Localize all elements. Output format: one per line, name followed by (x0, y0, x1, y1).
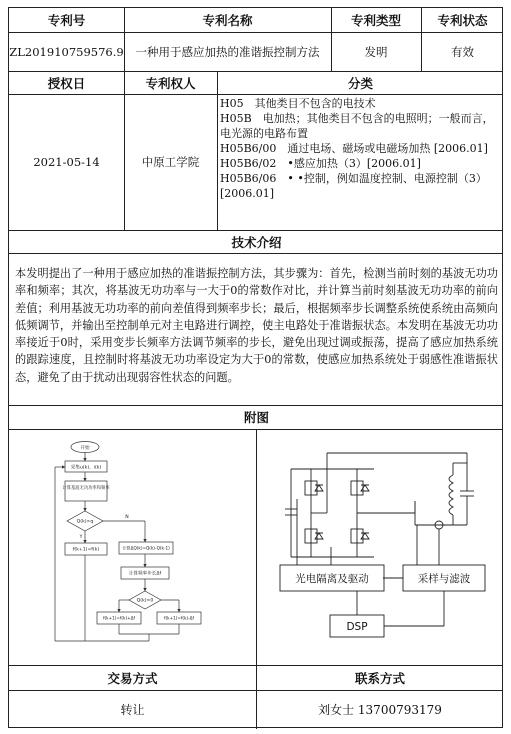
patent-name: 一种用于感应加热的准谐振控制方法 (135, 44, 320, 59)
flow-yes-label: Y (79, 535, 83, 540)
trade-mode-header: 交易方式 (107, 670, 158, 686)
flow-calc-diff-label: 计算ΔQ(k)=Q(k)-Q(k-1) (122, 545, 170, 551)
diode-2 (315, 533, 323, 539)
classification-item: H05B 电加热；其他类目不包含的电照明；一般而言，电光源的电路布置 (220, 112, 494, 140)
flow-up-label: f(k+1)=f(k)+Δf (103, 615, 135, 621)
patent-status: 有效 (451, 44, 474, 59)
circuit-sampling-label: 采样与滤波 (417, 573, 471, 585)
rule (9, 253, 502, 254)
diode-3 (361, 485, 369, 491)
flow-hold-label: f(k+1)=f(k) (72, 547, 100, 553)
classification-item: H05 其他类目不包含的电技术 (220, 97, 376, 110)
patent-type: 发明 (364, 44, 388, 59)
patent-owner: 中原工学院 (141, 155, 200, 169)
rule (217, 71, 218, 230)
patent-status-header: 专利状态 (437, 13, 488, 28)
classification-item: H05B6/06 • •控制，例如温度控制、电源控制（3）[2006.01] (220, 172, 487, 200)
contact-header: 联系方式 (354, 670, 405, 686)
flowchart-figure (9, 429, 256, 665)
classification-header: 分类 (347, 75, 373, 91)
flow-start-label: 开始 (80, 445, 90, 451)
figures-header: 附图 (243, 410, 269, 425)
classification-item: H05B6/00 通过电场、磁场或电磁场加热 [2006.01] (220, 142, 488, 155)
trade-mode: 转让 (120, 703, 145, 717)
flow-cond1-label: Q(k)>q (76, 519, 94, 525)
flow-calc-step-label: 计算频率步长Δf (128, 571, 162, 577)
calc-q-box (65, 481, 107, 501)
patent-number: ZL201910759576.9 (9, 44, 124, 59)
diode-1 (315, 485, 323, 491)
tech-intro-text: 本发明提出了一种用于感应加热的准谐振控制方法，其步骤为：首先，检测当前时刻的基波无功功率和频率；其次，将基波无功功率与一大于0的常数作对比，并计算当前时刻基波无功功率的前向差值；利用基波无功功率的前向差值得到频率步长；最后，根据频率步长调整系统使系统由高频向低频调节，并输出至控制单元对主电路进行调控，使主电路处于准谐振状态。本发明在基波无功功率接近于0时，采用变步长频率方法调节频率的步长，避免出现过调或振荡，提高了感应加热系统的跟踪速度，且控制时将基波无功功率设定为大于0的常数，使感应加热系统处于弱感性准谐振状态，避免了由于扰动出现弱容性状态的问题。 (15, 267, 498, 384)
flow-calc-q-label: 计算基波无功功率和频率 (62, 486, 110, 491)
tech-intro-header: 技术介绍 (231, 234, 282, 250)
contact-info[interactable]: 刘女士 13700793179 (318, 703, 442, 717)
flow-collect-label: 采集u(k)、i(k) (70, 465, 102, 471)
patent-no-header: 专利号 (47, 13, 86, 28)
classification-list (220, 96, 502, 201)
flow-no-label: N (125, 515, 129, 520)
flow-down-label: f(k+1)=f(k)-Δf (164, 615, 194, 621)
induction-coil (449, 475, 453, 515)
patent-name-header: 专利名称 (202, 13, 253, 28)
circuit-driver-label: 光电隔离及驱动 (295, 573, 369, 585)
grant-date-header: 授权日 (47, 75, 86, 91)
patent-info-table (8, 7, 503, 728)
flow-cond2-label: Q(k)>0 (136, 598, 154, 604)
circuit-dsp-label: DSP (346, 621, 368, 633)
classification-item: H05B6/02 •感应加热（3）[2006.01] (220, 157, 421, 170)
diode-4 (361, 533, 369, 539)
circuit-figure (257, 429, 504, 665)
owner-header: 专利权人 (145, 75, 196, 91)
patent-type-header: 专利类型 (350, 13, 401, 28)
grant-date: 2021-05-14 (33, 155, 100, 169)
